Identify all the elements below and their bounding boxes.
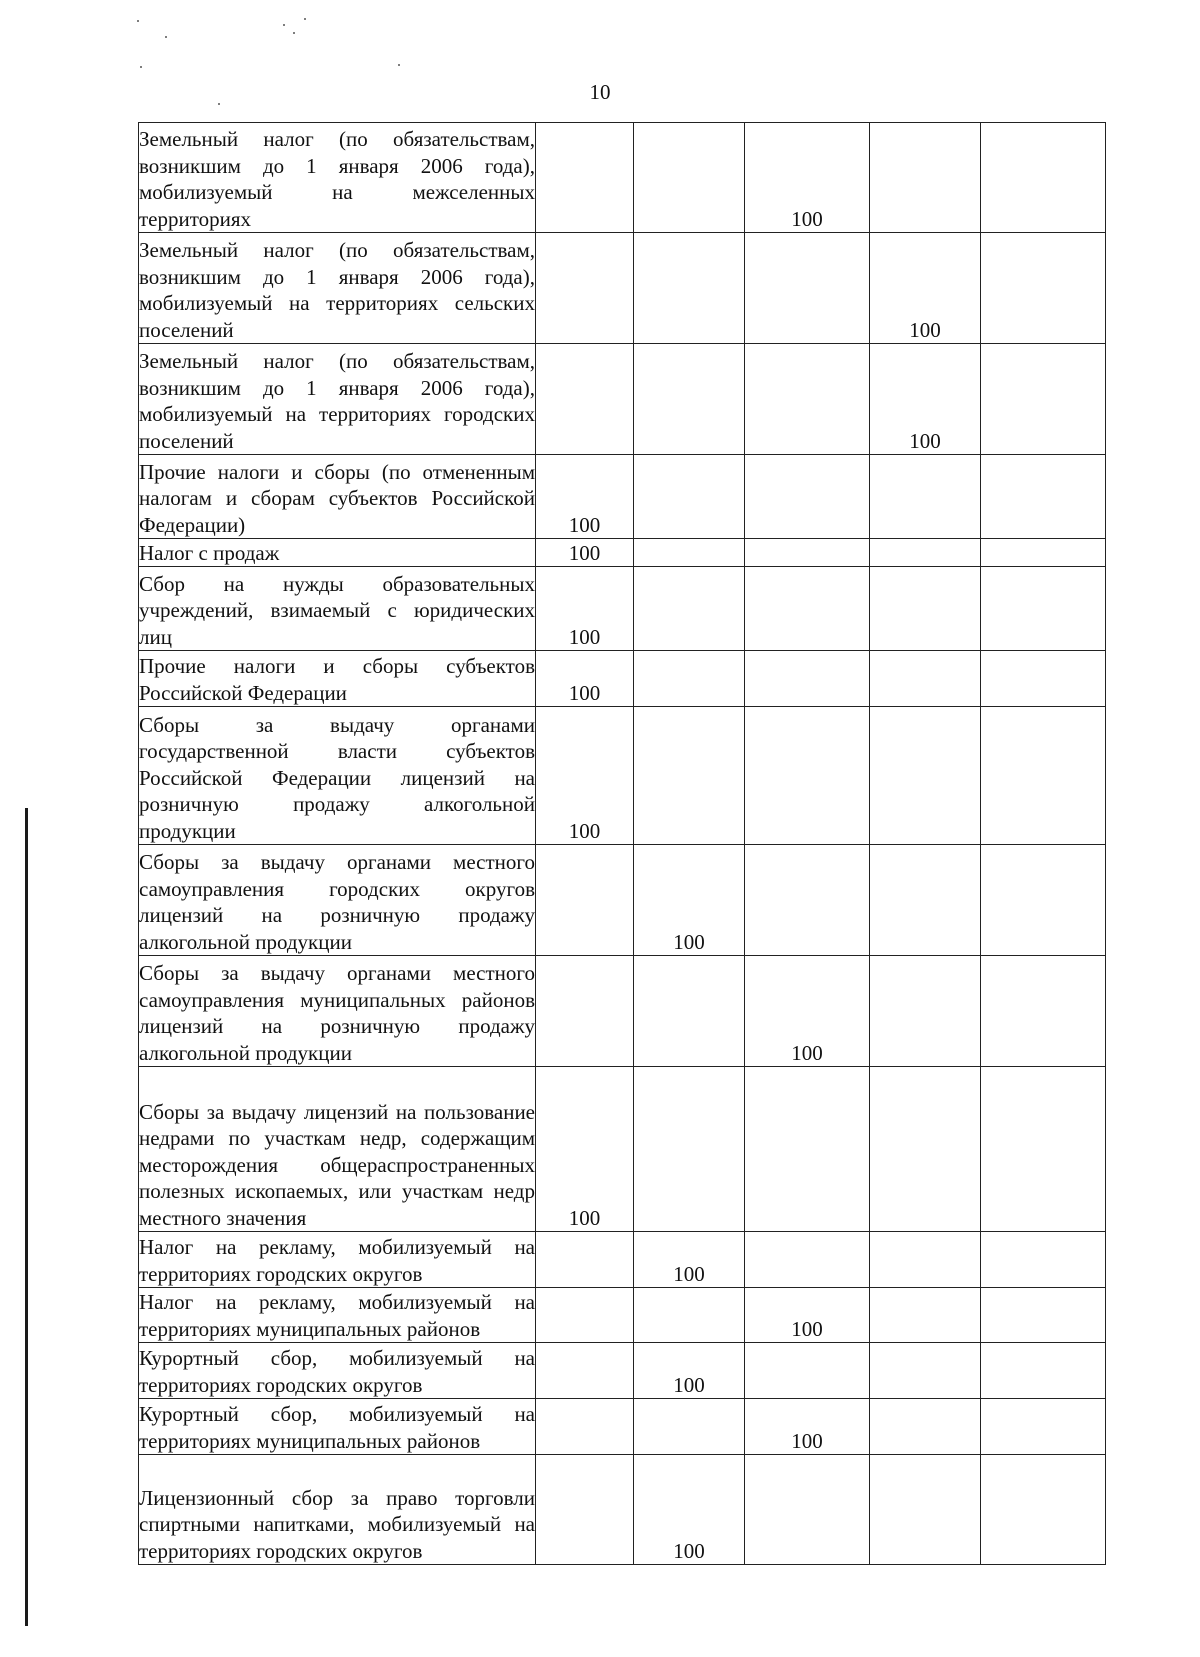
tax-distribution-table <box>138 122 1106 1565</box>
row-label: Прочие налоги и сборы субъектов Российской Федерации <box>139 651 536 707</box>
value-cell: 100 <box>870 344 981 455</box>
value-cell <box>870 1399 981 1455</box>
value-cell <box>634 707 745 845</box>
row-label: Земельный налог (по обязательствам, возникшим до 1 января 2006 года), мобилизуемый на межселенных территориях <box>139 123 536 233</box>
row-label: Прочие налоги и сборы (по отмененным налогам и сборам субъектов Российской Федерации) <box>139 455 536 539</box>
scan-speck <box>304 18 306 20</box>
value-cell <box>870 1232 981 1288</box>
value-cell <box>536 123 634 233</box>
table-row <box>139 1067 1106 1232</box>
value-cell <box>745 567 870 651</box>
value-cell <box>634 651 745 707</box>
value-cell <box>981 707 1106 845</box>
row-label: Сборы за выдачу органами государственной власти субъектов Российской Федерации лицензий на розничную продажу алкогольной продукции <box>139 707 536 845</box>
value-cell <box>745 233 870 344</box>
value-cell <box>536 1288 634 1343</box>
row-label: Налог на рекламу, мобилизуемый на территориях городских округов <box>139 1232 536 1288</box>
value-cell: 100 <box>745 1288 870 1343</box>
value-cell <box>870 1067 981 1232</box>
value-cell <box>536 956 634 1067</box>
value-cell <box>745 539 870 567</box>
value-cell <box>745 455 870 539</box>
row-label: Курортный сбор, мобилизуемый на территориях городских округов <box>139 1343 536 1399</box>
page-number: 10 <box>589 80 611 104</box>
value-cell <box>634 1399 745 1455</box>
value-cell <box>745 1232 870 1288</box>
value-cell <box>536 1455 634 1565</box>
value-cell <box>745 845 870 956</box>
value-cell <box>870 1288 981 1343</box>
value-cell <box>981 344 1106 455</box>
value-cell <box>745 707 870 845</box>
scan-speck <box>398 64 400 66</box>
value-cell <box>981 455 1106 539</box>
value-cell <box>634 455 745 539</box>
value-cell <box>536 344 634 455</box>
value-cell <box>536 1399 634 1455</box>
value-cell <box>634 956 745 1067</box>
table-row <box>139 707 1106 845</box>
value-cell: 100 <box>536 567 634 651</box>
row-label: Земельный налог (по обязательствам, возникшим до 1 января 2006 года), мобилизуемый на территориях городских поселений <box>139 344 536 455</box>
value-cell: 100 <box>536 1067 634 1232</box>
row-label: Налог с продаж <box>139 539 536 567</box>
value-cell <box>981 845 1106 956</box>
value-cell: 100 <box>536 651 634 707</box>
value-cell <box>870 707 981 845</box>
value-cell <box>981 956 1106 1067</box>
value-cell <box>870 539 981 567</box>
value-cell: 100 <box>745 123 870 233</box>
scan-speck <box>165 36 167 38</box>
value-cell <box>981 1288 1106 1343</box>
value-cell <box>981 567 1106 651</box>
value-cell: 100 <box>536 539 634 567</box>
value-cell <box>536 1232 634 1288</box>
value-cell <box>981 123 1106 233</box>
value-cell <box>745 1455 870 1565</box>
row-label: Налог на рекламу, мобилизуемый на территориях муниципальных районов <box>139 1288 536 1343</box>
row-label: Сбор на нужды образовательных учреждений, взимаемый с юридических лиц <box>139 567 536 651</box>
row-label: Сборы за выдачу лицензий на пользование недрами по участкам недр, содержащим месторождения общераспространенных полезных ископаемых, или участкам недр местного значения <box>139 1067 536 1232</box>
value-cell: 100 <box>536 707 634 845</box>
table-row <box>139 1455 1106 1565</box>
value-cell <box>870 845 981 956</box>
value-cell <box>981 1399 1106 1455</box>
value-cell <box>870 956 981 1067</box>
value-cell <box>981 1232 1106 1288</box>
table-row <box>139 1399 1106 1455</box>
value-cell <box>536 845 634 956</box>
value-cell <box>870 567 981 651</box>
table-row <box>139 567 1106 651</box>
binding-edge-line <box>25 808 28 1626</box>
value-cell <box>634 1067 745 1232</box>
value-cell <box>536 1343 634 1399</box>
value-cell <box>634 344 745 455</box>
table-row <box>139 344 1106 455</box>
row-label: Лицензионный сбор за право торговли спиртными напитками, мобилизуемый на территориях городских округов <box>139 1455 536 1565</box>
value-cell <box>634 1288 745 1343</box>
value-cell <box>536 233 634 344</box>
value-cell <box>981 1455 1106 1565</box>
value-cell <box>634 567 745 651</box>
value-cell <box>745 1067 870 1232</box>
row-label: Курортный сбор, мобилизуемый на территориях муниципальных районов <box>139 1399 536 1455</box>
scan-speck <box>137 20 139 22</box>
value-cell: 100 <box>870 233 981 344</box>
row-label: Земельный налог (по обязательствам, возникшим до 1 января 2006 года), мобилизуемый на территориях сельских поселений <box>139 233 536 344</box>
value-cell <box>981 539 1106 567</box>
table-row <box>139 1288 1106 1343</box>
value-cell <box>870 455 981 539</box>
value-cell <box>870 1343 981 1399</box>
value-cell: 100 <box>745 956 870 1067</box>
value-cell <box>981 1343 1106 1399</box>
table-row <box>139 956 1106 1067</box>
value-cell <box>745 1343 870 1399</box>
value-cell: 100 <box>536 455 634 539</box>
table-row <box>139 233 1106 344</box>
table-row <box>139 845 1106 956</box>
table-row <box>139 1232 1106 1288</box>
scan-speck <box>283 24 285 26</box>
table-row <box>139 455 1106 539</box>
value-cell <box>634 539 745 567</box>
value-cell: 100 <box>745 1399 870 1455</box>
value-cell <box>870 1455 981 1565</box>
value-cell <box>981 233 1106 344</box>
scan-speck <box>293 32 295 34</box>
row-label: Сборы за выдачу органами местного самоуправления муниципальных районов лицензий на розничную продажу алкогольной продукции <box>139 956 536 1067</box>
table-row <box>139 539 1106 567</box>
table-row <box>139 651 1106 707</box>
value-cell: 100 <box>634 845 745 956</box>
value-cell: 100 <box>634 1232 745 1288</box>
value-cell <box>634 233 745 344</box>
value-cell <box>634 123 745 233</box>
scan-speck <box>218 103 220 105</box>
scan-speck <box>140 66 142 68</box>
value-cell <box>870 123 981 233</box>
value-cell <box>981 651 1106 707</box>
value-cell <box>981 1067 1106 1232</box>
table-row <box>139 123 1106 233</box>
value-cell: 100 <box>634 1343 745 1399</box>
table-row <box>139 1343 1106 1399</box>
value-cell <box>745 651 870 707</box>
value-cell: 100 <box>634 1455 745 1565</box>
row-label: Сборы за выдачу органами местного самоуправления городских округов лицензий на розничную продажу алкогольной продукции <box>139 845 536 956</box>
value-cell <box>745 344 870 455</box>
value-cell <box>870 651 981 707</box>
